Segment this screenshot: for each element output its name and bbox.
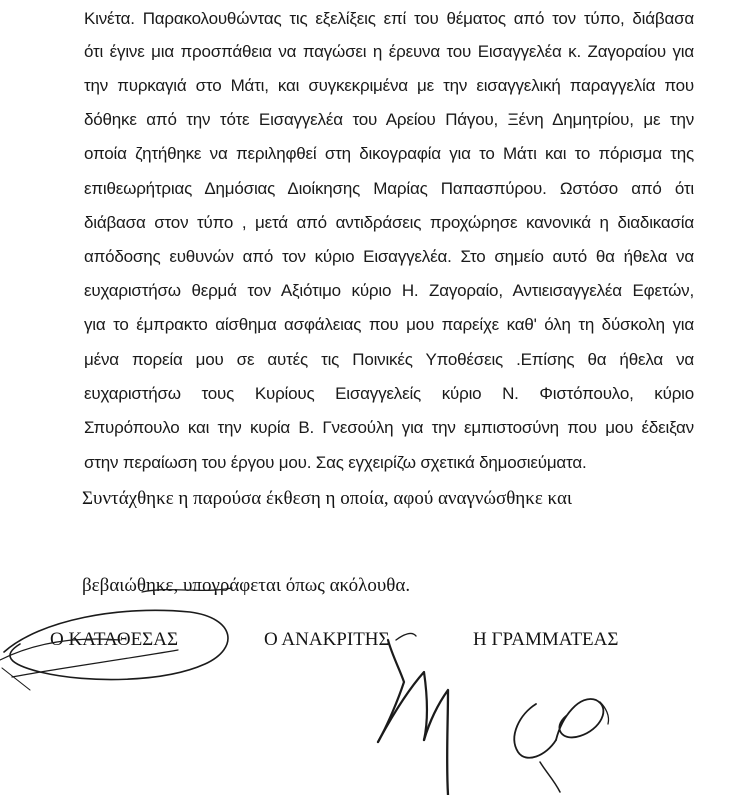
paragraph-line: ευχαριστήσω τους Κυρίους Εισαγγελείς κύριο Ν. Φιστόπουλο, κύριο (84, 384, 694, 403)
paragraph-line: δόθηκε από την τότε Εισαγγελέα του Αρείου Πάγου, Ξένη Δημητρίου, με την (84, 110, 694, 129)
paragraph-line: ευχαριστήσω θερμά τον Αξιότιμο κύριο Η. Ζαγοραίο, Αντιεισαγγελέα Εφετών, (84, 281, 694, 300)
investigator-label: Ο ΑΝΑΚΡΙΤΗΣ (264, 629, 390, 650)
deponent-label: Ο ΚΑΤΑΘΕΣΑΣ (50, 629, 179, 650)
paragraph-line: στην περαίωση του έργου μου. Σας εγχειρίζω σχετικά δημοσιεύματα. (84, 453, 587, 472)
paragraph-line: απόδοσης ευθυνών από τον κύριο Εισαγγελέα. Στο σημείο αυτό θα ήθελα να (84, 247, 694, 266)
paragraph-line: για το έμπρακτο αίσθημα ασφάλειας που μου παρείχε καθ' όλη τη δύσκολη για (84, 315, 694, 334)
closing-statement-line: Συντάχθηκε η παρούσα έκθεση η οποία, αφού αναγνώσθηκε και (82, 488, 573, 509)
paragraph-line: μένα πορεία μου σε αυτές τις Ποινικές Υποθέσεις .Επίσης θα ήθελα να (84, 350, 694, 369)
paragraph-line: οποία ζητήθηκε να περιληφθεί στη δικογραφία για το Μάτι και το πόρισμα της (84, 144, 694, 163)
paragraph-line: επιθεωρήτριας Δημόσιας Διοίκησης Μαρίας Παπασπύρου. Ωστόσο από ότι (84, 179, 694, 198)
paragraph-line: Σπυρόπουλο και την κυρία Β. Γνεσούλη για την εμπιστοσύνη που μου έδειξαν (84, 418, 694, 437)
closing-statement-line: βεβαιώθηκε, υπογράφεται όπως ακόλουθα. (82, 575, 411, 596)
paragraph-line: την πυρκαγιά στο Μάτι, και συγκεκριμένα με την εισαγγελική παραγγελία που (84, 76, 694, 95)
paragraph-line: διάβασα στον τύπο , μετά από αντιδράσεις προχώρησε κανονικά η διαδικασία (84, 213, 694, 232)
secretary-label: Η ΓΡΑΜΜΑΤΕΑΣ (473, 629, 619, 650)
paragraph-line: Κινέτα. Παρακολουθώντας τις εξελίξεις επί του θέματος από τον τύπο, διάβασα (84, 9, 694, 28)
paragraph-line: ότι έγινε μια προσπάθεια να παγώσει η έρευνα του Εισαγγελέα κ. Ζαγοραίου για (84, 42, 694, 61)
